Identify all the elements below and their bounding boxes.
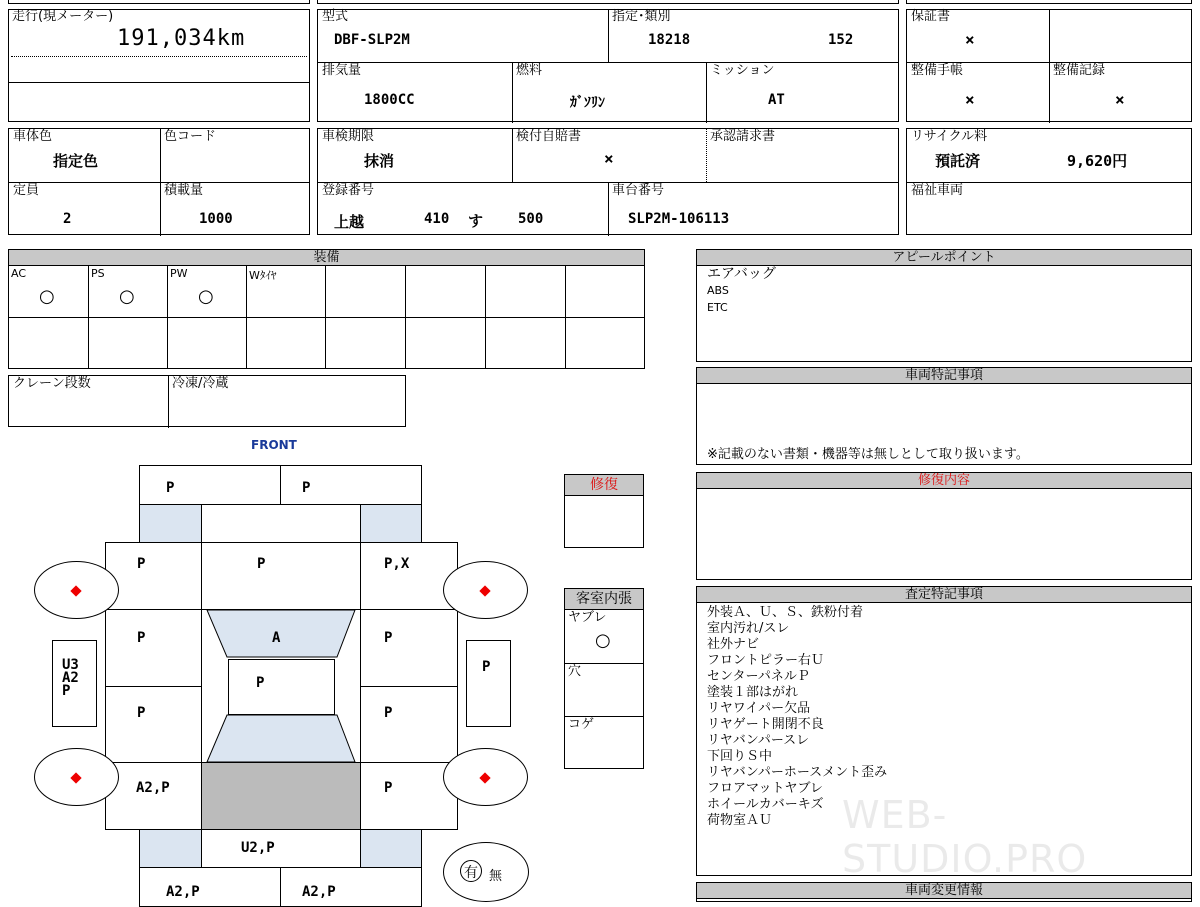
- model-label: 型式: [322, 9, 349, 24]
- assessment-line-4: フロントピラー右Ｕ: [707, 653, 825, 668]
- wheel-front-right: [443, 561, 528, 619]
- front-center-panel: [201, 504, 361, 543]
- assessment-header: 査定特記事項: [696, 586, 1192, 603]
- approval-label: 承認請求書: [710, 129, 776, 144]
- warranty-divider-v: [1049, 10, 1050, 123]
- assessment-box: [696, 602, 1192, 881]
- diag-rear-center: U2,P: [241, 840, 275, 856]
- reg-label: 登録番号: [322, 183, 375, 198]
- assessment-line-14: 荷物室ＡＵ: [707, 813, 773, 828]
- appeal-line-1: エアバッグ: [707, 266, 776, 282]
- front-label: FRONT: [251, 438, 297, 452]
- reg-number: 500: [518, 211, 544, 227]
- special-header: 車両特記事項: [696, 367, 1192, 384]
- front-bumper-left: [139, 465, 281, 505]
- hood: [201, 542, 361, 610]
- recycle-status: 預託済: [935, 152, 981, 170]
- reg-kana: す: [468, 212, 484, 230]
- wheel-front-left: [34, 561, 119, 619]
- front-door-right: [360, 609, 458, 687]
- welfare-label: 福祉車両: [911, 183, 964, 198]
- chassis-divider-v: [608, 182, 609, 236]
- wheel-rear-left: [34, 748, 119, 806]
- rear-center-panel: [201, 829, 361, 868]
- rear-corner-left: [139, 829, 202, 868]
- warranty-box: [906, 9, 1192, 122]
- cargo-area: [201, 762, 361, 830]
- wheel-marker-icon: [70, 772, 81, 783]
- interior-yabure-value: ○: [595, 630, 611, 651]
- appeal-line-2: ABS: [707, 284, 729, 297]
- color-code-label: 色コード: [164, 129, 217, 144]
- side-panel-right: [466, 640, 511, 727]
- equip-label-wtire: Wﾀｲﾔ: [249, 269, 277, 282]
- assessment-line-5: センターパネルＰ: [707, 669, 810, 684]
- diag-roof: P: [256, 675, 265, 691]
- appeal-header: アピールポイント: [696, 249, 1192, 266]
- diag-upper-center: P: [257, 556, 266, 572]
- fuel-value: ｶﾞｿﾘﾝ: [570, 95, 605, 111]
- maint-record-value: ×: [1115, 90, 1125, 109]
- capacity-label: 定員: [13, 183, 40, 198]
- diag-mid-right: P: [384, 630, 393, 646]
- designation-value: 18218: [648, 32, 691, 48]
- recycle-amount: 9,620円: [1067, 152, 1128, 170]
- diag-low-left: P: [137, 705, 146, 721]
- watermark: WEB-STUDIO.PRO: [842, 793, 1088, 881]
- interior-header: 客室内張: [564, 588, 644, 610]
- load-label: 積載量: [164, 183, 204, 198]
- diag-upper-right: P,X: [384, 556, 410, 572]
- roof: [228, 659, 335, 715]
- approval-divider-v: [706, 129, 707, 182]
- diag-rear-left: A2,P: [136, 780, 170, 796]
- diag-low-right: P: [384, 705, 393, 721]
- rear-door-right: [360, 686, 458, 763]
- category-value: 152: [828, 32, 854, 48]
- assessment-line-11: リヤバンパーホースメント歪み: [707, 765, 888, 780]
- wheel-marker-icon: [479, 585, 490, 596]
- fuel-label: 燃料: [516, 63, 543, 78]
- interior-ana-label: 穴: [568, 664, 582, 679]
- interior-yabure-label: ヤブレ: [568, 610, 607, 625]
- mission-label: ミッション: [710, 63, 775, 78]
- interior-box: [564, 609, 644, 769]
- equip-cell-empty-4: [565, 265, 645, 318]
- body-color-label: 車体色: [13, 129, 53, 144]
- reg-class: 410: [424, 211, 450, 227]
- special-note: ※記載のない書類・機器等は無しとして取り扱います。: [707, 447, 1029, 462]
- assessment-line-2: 室内汚れ/スレ: [707, 621, 790, 636]
- insurance-label: 検付自賠書: [516, 129, 582, 144]
- rear-window: [207, 715, 355, 762]
- windshield: [207, 610, 355, 657]
- maint-record-label: 整備記録: [1053, 63, 1106, 78]
- equip-value-ps: ○: [119, 286, 135, 307]
- equip-label-ps: PS: [91, 267, 105, 280]
- load-value: 1000: [199, 211, 233, 227]
- spare-none: 無: [489, 869, 503, 884]
- change-box: [696, 898, 1192, 902]
- rear-bumper-left: [139, 867, 281, 907]
- displacement-label: 排気量: [322, 63, 362, 78]
- diag-side-left: U3 A2 P: [62, 657, 79, 699]
- assessment-line-7: リヤワイパー欠品: [707, 701, 811, 716]
- diag-top-left: P: [166, 480, 175, 496]
- chassis-label: 車台番号: [612, 183, 665, 198]
- rear-corner-right: [360, 829, 422, 868]
- diag-top-right: P: [302, 480, 311, 496]
- assessment-line-3: 社外ナビ: [707, 637, 760, 652]
- front-corner-right: [360, 504, 422, 543]
- diag-side-right: P: [482, 659, 491, 675]
- capacity-value: 2: [63, 211, 72, 227]
- repair-header: 修復: [564, 474, 644, 496]
- inspection-label: 車検期限: [322, 129, 375, 144]
- rear-fender-left: [105, 762, 202, 830]
- equip-value-ac: ○: [39, 286, 55, 307]
- diag-upper-left: P: [137, 556, 146, 572]
- repair-content-box: [696, 488, 1192, 580]
- crane-label: クレーン段数: [13, 376, 91, 391]
- chassis-value: SLP2M-106113: [628, 211, 730, 227]
- equip-cell-empty-12: [565, 317, 645, 369]
- assessment-line-6: 塗装１部はがれ: [707, 685, 799, 700]
- equipment-header: 装備: [8, 249, 645, 266]
- assessment-line-8: リヤゲート開閉不良: [707, 717, 824, 732]
- diag-rear-right: P: [384, 780, 393, 796]
- warranty-label: 保証書: [911, 9, 951, 24]
- spare-yes: 有: [464, 865, 478, 881]
- inspection-value: 抹消: [364, 152, 395, 170]
- diag-bottom-left: A2,P: [166, 884, 200, 900]
- body-color-value: 指定色: [53, 152, 99, 170]
- assessment-line-10: 下回りＳ中: [707, 749, 773, 764]
- insurance-value: ×: [604, 149, 614, 168]
- maint-book-label: 整備手帳: [911, 63, 964, 78]
- wheel-marker-icon: [70, 585, 81, 596]
- front-corner-left: [139, 504, 202, 543]
- change-header: 車両変更情報: [696, 882, 1192, 899]
- car-diagram: [0, 0, 560, 900]
- repair-content-header: 修復内容: [696, 472, 1192, 489]
- mission-value: AT: [768, 92, 785, 108]
- designation-label: 指定･類別: [612, 9, 671, 24]
- reg-area: 上越: [334, 213, 365, 231]
- assessment-line-1: 外装Ａ、Ｕ、Ｓ、鉄粉付着: [707, 605, 864, 620]
- recycle-box: [906, 128, 1192, 235]
- rear-door-left: [105, 686, 202, 763]
- warranty-value: ×: [965, 30, 975, 49]
- recycle-label: リサイクル料: [911, 129, 988, 144]
- diag-windshield: A: [272, 630, 281, 646]
- wheel-marker-icon: [479, 772, 490, 783]
- mileage-label: 走行(現メーター): [12, 9, 114, 24]
- wheel-rear-right: [443, 748, 528, 806]
- maint-book-value: ×: [965, 90, 975, 109]
- equip-label-ac: AC: [11, 267, 27, 280]
- freezer-label: 冷凍/冷蔵: [172, 376, 229, 391]
- appeal-line-3: ETC: [707, 301, 728, 314]
- appeal-box: [696, 265, 1192, 362]
- mileage-value: 191,034km: [117, 26, 246, 51]
- assessment-line-9: リヤバンパースレ: [707, 733, 810, 748]
- repair-box: [564, 495, 644, 548]
- interior-koge-label: コゲ: [568, 717, 595, 732]
- front-fender-right: [360, 542, 458, 610]
- spare-tire: [443, 842, 529, 902]
- displacement-value: 1800CC: [364, 92, 415, 108]
- diag-mid-left: P: [137, 630, 146, 646]
- equip-label-pw: PW: [170, 267, 188, 280]
- top-edge-box-3: [906, 0, 1192, 4]
- special-box: [696, 383, 1192, 465]
- model-value: DBF-SLP2M: [334, 32, 410, 48]
- model-divider-v: [608, 10, 609, 62]
- assessment-line-12: フロアマットヤブレ: [707, 781, 823, 796]
- front-door-left: [105, 609, 202, 687]
- front-fender-left: [105, 542, 202, 610]
- diag-bottom-right: A2,P: [302, 884, 336, 900]
- assessment-line-13: ホイールカバーキズ: [707, 797, 824, 812]
- equip-value-pw: ○: [198, 286, 214, 307]
- mission-divider-v: [706, 62, 707, 123]
